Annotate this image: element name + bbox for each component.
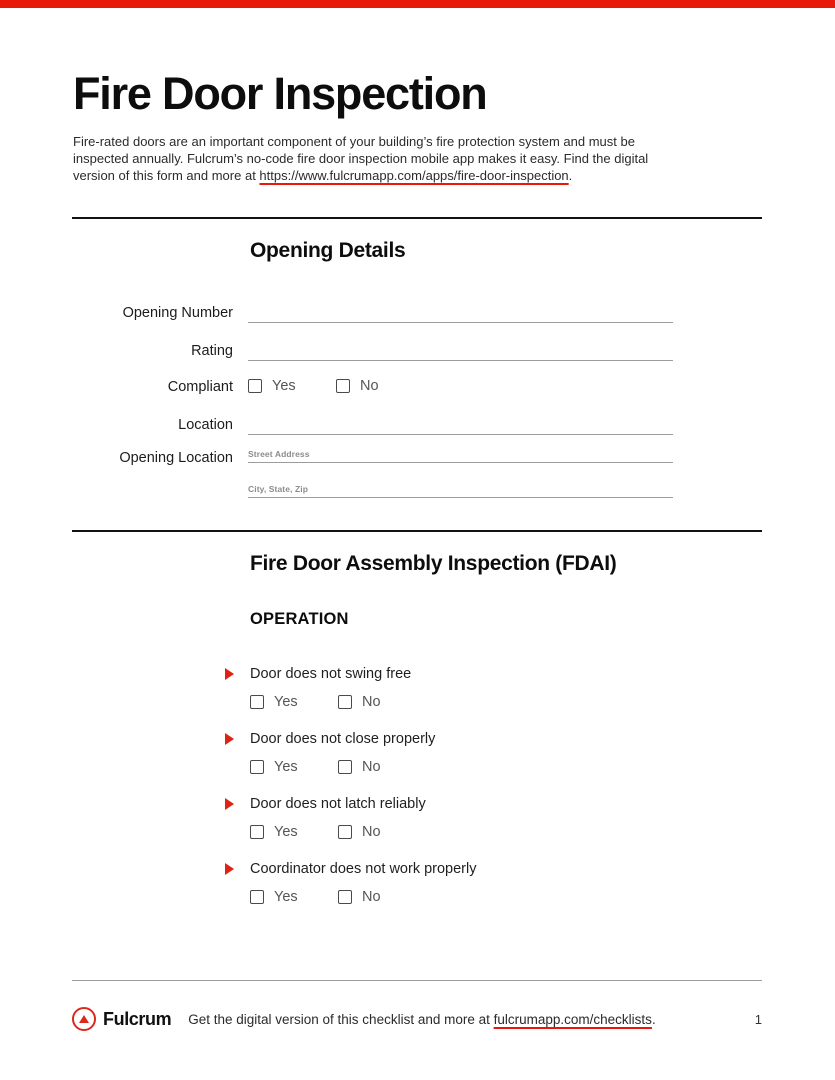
form-row-rating [72, 337, 762, 361]
checkbox-icon[interactable] [250, 760, 264, 774]
intro-paragraph [73, 134, 681, 185]
yes-slot [250, 889, 338, 905]
location-label: Location [178, 416, 233, 433]
opening-details-form [72, 299, 762, 498]
yes-option[interactable] [250, 759, 298, 775]
check-item-coordinator [225, 861, 762, 906]
opening-details-heading: Opening Details [250, 238, 406, 262]
compliant-options [248, 375, 673, 397]
yes-label: Yes [274, 758, 298, 775]
check-item-head [225, 666, 762, 682]
fulcrum-triangle-icon [79, 1015, 89, 1023]
checkbox-icon[interactable] [250, 695, 264, 709]
no-label: No [362, 693, 381, 710]
fdai-heading: Fire Door Assembly Inspection (FDAI) [250, 551, 617, 575]
yes-label: Yes [274, 888, 298, 905]
check-item-close-properly [225, 731, 762, 776]
location-input[interactable] [248, 411, 673, 435]
checkbox-icon[interactable] [250, 825, 264, 839]
check-item-head [225, 731, 762, 747]
check-item-label: Door does not swing free [250, 665, 412, 682]
form-row-compliant [72, 375, 762, 397]
yes-slot [250, 759, 338, 775]
yes-option[interactable] [250, 824, 298, 840]
footer-text [188, 1012, 655, 1027]
no-option[interactable] [338, 694, 381, 710]
checklists-link[interactable]: fulcrumapp.com/checklists [493, 1011, 652, 1027]
compliant-yes-label: Yes [272, 377, 296, 394]
no-label: No [362, 888, 381, 905]
checkbox-icon[interactable] [338, 760, 352, 774]
check-item-head [225, 861, 762, 877]
page-footer [72, 980, 762, 1031]
compliant-label: Compliant [167, 378, 233, 395]
street-address-input[interactable]: Street Address [248, 449, 673, 463]
operation-checklist [225, 666, 762, 906]
no-option[interactable] [338, 889, 381, 905]
footer-text-after: . [651, 1011, 656, 1027]
top-accent-bar [0, 0, 835, 8]
check-item-options [250, 823, 762, 841]
form-row-opening-location [72, 449, 762, 498]
footer-text-before: Get the digital version of this checklist and more at [188, 1011, 494, 1027]
check-item-swing-free [225, 666, 762, 711]
no-label: No [362, 758, 381, 775]
check-item-label: Door does not latch reliably [250, 795, 426, 812]
yes-option[interactable] [250, 889, 298, 905]
red-arrow-icon [225, 798, 234, 810]
yes-slot [250, 824, 338, 840]
opening-location-label: Opening Location [119, 449, 233, 466]
yes-label: Yes [274, 693, 298, 710]
yes-label: Yes [274, 823, 298, 840]
check-item-options [250, 693, 762, 711]
checkbox-icon[interactable] [248, 379, 262, 393]
check-item-options [250, 888, 762, 906]
checkbox-icon[interactable] [250, 890, 264, 904]
opening-number-input[interactable] [248, 299, 673, 323]
footer-row [72, 1007, 762, 1031]
intro-text-suffix: . [568, 168, 573, 184]
operation-subheading: OPERATION [250, 609, 349, 628]
compliant-yes-option[interactable] [248, 378, 296, 394]
red-arrow-icon [225, 863, 234, 875]
no-label: No [362, 823, 381, 840]
checkbox-icon[interactable] [338, 890, 352, 904]
rating-input[interactable] [248, 337, 673, 361]
red-arrow-icon [225, 668, 234, 680]
checkbox-icon[interactable] [336, 379, 350, 393]
compliant-no-label: No [360, 377, 379, 394]
check-item-options [250, 758, 762, 776]
no-option[interactable] [338, 759, 381, 775]
no-option[interactable] [338, 824, 381, 840]
compliant-yes-slot [248, 378, 336, 394]
opening-number-label: Opening Number [122, 304, 233, 321]
page-title: Fire Door Inspection [73, 68, 487, 119]
fire-door-inspection-link[interactable]: https://www.fulcrumapp.com/apps/fire-door-inspection [259, 168, 569, 184]
opening-location-fields [248, 449, 673, 498]
check-item-label: Coordinator does not work properly [250, 860, 477, 877]
page-number: 1 [754, 1011, 762, 1027]
checkbox-icon[interactable] [338, 825, 352, 839]
section-divider [72, 217, 762, 219]
form-row-opening-number [72, 299, 762, 323]
document-page [0, 70, 835, 906]
red-arrow-icon [225, 733, 234, 745]
intro-text: Fire-rated doors are an important component of your building’s fire protection system and must be inspected annually. Fulcrum’s no-code fire door inspection mobile app makes it easy. Find the digital version of this form and more at [73, 134, 649, 184]
fulcrum-logo-icon [72, 1007, 96, 1031]
compliant-no-option[interactable] [336, 378, 379, 394]
check-item-latch-reliably [225, 796, 762, 841]
rating-label: Rating [191, 342, 233, 359]
city-state-zip-input[interactable]: City, State, Zip [248, 484, 673, 498]
section-divider [72, 530, 762, 532]
form-row-location [72, 411, 762, 435]
fulcrum-brand-name: Fulcrum [103, 1008, 172, 1029]
yes-option[interactable] [250, 694, 298, 710]
check-item-label: Door does not close properly [250, 730, 436, 747]
check-item-head [225, 796, 762, 812]
checkbox-icon[interactable] [338, 695, 352, 709]
yes-slot [250, 694, 338, 710]
